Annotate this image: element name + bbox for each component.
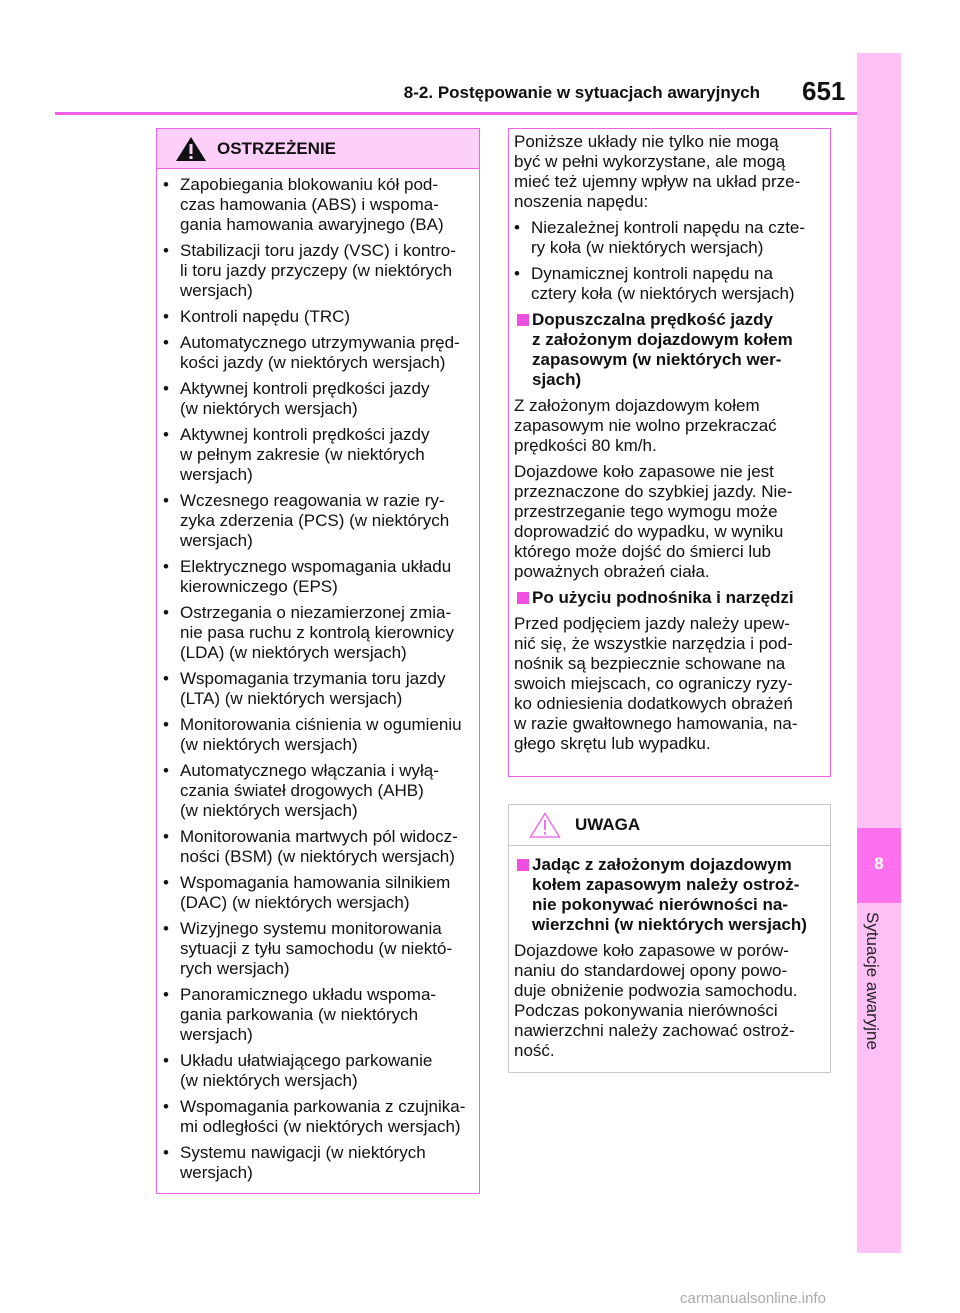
warning-list-item: • Automatycznego włączania i wyłą- czania świateł drogowych (AHB) (w niektórych wersjach) [163, 761, 479, 821]
tools-heading: Po użyciu podnośnika i narzędzi [514, 588, 825, 608]
warning-list-item: • Systemu nawigacji (w niektórych wersjach) [163, 1143, 479, 1183]
warning-list-item: • Stabilizacji toru jazdy (VSC) i kontro- li toru jazdy przyczepy (w niektórych wersjach) [163, 241, 479, 301]
warning-list [157, 169, 479, 1183]
caution-text: Dojazdowe koło zapasowe w porów- naniu do standardowej opony powo- duje obniżenie podwozia samochodu. Podczas pokonywania nierówności nawierzchni należy zachować ostroż- ność. [514, 941, 798, 1060]
watermark: carmanualsonline.info [680, 1290, 826, 1307]
warning-list-item: • Monitorowania martwych pól widocz- ności (BSM) (w niektórych wersjach) [163, 827, 479, 867]
warning-list-item: • Wczesnego reagowania w razie ry- zyka zderzenia (PCS) (w niektórych wersjach) [163, 491, 479, 551]
warning-list-item: • Kontroli napędu (TRC) [163, 307, 479, 327]
warning-header [157, 129, 479, 169]
chapter-sidebar [857, 53, 901, 1253]
warning-box [156, 128, 480, 1194]
drive-systems-list [514, 218, 825, 304]
caution-title: UWAGA [575, 815, 641, 834]
caution-heading: Jadąc z założonym dojazdowym kołem zapasowym należy ostroż- nie pokonywać nierówności na- wierzchni (w niektórych wersjach) [514, 855, 825, 935]
speed-heading: Dopuszczalna prędkość jazdy z założonym dojazdowym kołem zapasowym (w niektórych wer- sjach) [514, 310, 825, 390]
chapter-tab[interactable]: 8 [857, 828, 901, 903]
warning-list-item: • Aktywnej kontroli prędkości jazdy w pełnym zakresie (w niektórych wersjach) [163, 425, 479, 485]
warning-list-item: • Wspomagania hamowania silnikiem (DAC) (w niektórych wersjach) [163, 873, 479, 913]
info-box [508, 128, 831, 777]
warning-list-item: • Aktywnej kontroli prędkości jazdy (w niektórych wersjach) [163, 379, 479, 419]
caution-box [508, 804, 831, 1073]
list-item: • Dynamicznej kontroli napędu na cztery koła (w niektórych wersjach) [514, 264, 825, 304]
caution-header [509, 805, 830, 846]
warning-title: OSTRZEŻENIE [217, 138, 337, 158]
warning-list-item: • Zapobiegania blokowaniu kół pod- czas hamowania (ABS) i wspoma- gania hamowania awaryjnego (BA) [163, 175, 479, 235]
spare-text: Dojazdowe koło zapasowe nie jest przeznaczone do szybkiej jazdy. Nie- przestrzeganie tego wymogu może doprowadzić do wypadku, w wyniku którego może dojść do śmierci lub poważnych obrażeń ciała. [514, 462, 793, 581]
list-item: • Niezależnej kontroli napędu na czte- ry koła (w niektórych wersjach) [514, 218, 825, 258]
warning-list-item: • Monitorowania ciśnienia w ogumieniu (w niektórych wersjach) [163, 715, 479, 755]
page-number: 651 [802, 76, 846, 106]
warning-list-item: • Automatycznego utrzymywania pręd- kości jazdy (w niektórych wersjach) [163, 333, 479, 373]
warning-list-item: • Wizyjnego systemu monitorowania sytuacji z tyłu samochodu (w niektó- rych wersjach) [163, 919, 479, 979]
warning-list-item: • Panoramicznego układu wspoma- gania parkowania (w niektórych wersjach) [163, 985, 479, 1045]
chapter-label: Sytuacje awaryjne [863, 912, 882, 1050]
warning-list-item: • Ostrzegania o niezamierzonej zmia- nie pasa ruchu z kontrolą kierownicy (LDA) (w niektórych wersjach) [163, 603, 479, 663]
caution-triangle-icon [529, 812, 561, 838]
intro-text: Poniższe układy nie tylko nie mogą być w pełni wykorzystane, ale mogą mieć też ujemny wpływ na układ prze- noszenia napędu: [514, 132, 801, 211]
speed-text: Z założonym dojazdowym kołem zapasowym nie wolno przekraczać prędkości 80 km/h. [514, 396, 777, 455]
warning-triangle-icon [175, 136, 207, 162]
warning-list-item: • Wspomagania trzymania toru jazdy (LTA) (w niektórych wersjach) [163, 669, 479, 709]
header-divider [55, 112, 857, 115]
warning-list-item: • Układu ułatwiającego parkowanie (w niektórych wersjach) [163, 1051, 479, 1091]
warning-list-item: • Wspomagania parkowania z czujnika- mi odległości (w niektórych wersjach) [163, 1097, 479, 1137]
tools-text: Przed podjęciem jazdy należy upew- nić się, że wszystkie narzędzia i pod- nośnik są bezpiecznie schowane na swoich miejscach, co ograniczy ryzy- ko odniesienia dodatkowych obrażeń w razie gwałtownego hamowania, na- głego skrętu lub wypadku. [514, 614, 798, 753]
section-title: 8-2. Postępowanie w sytuacjach awaryjnych [403, 83, 760, 102]
warning-list-item: • Elektrycznego wspomagania układu kierowniczego (EPS) [163, 557, 479, 597]
